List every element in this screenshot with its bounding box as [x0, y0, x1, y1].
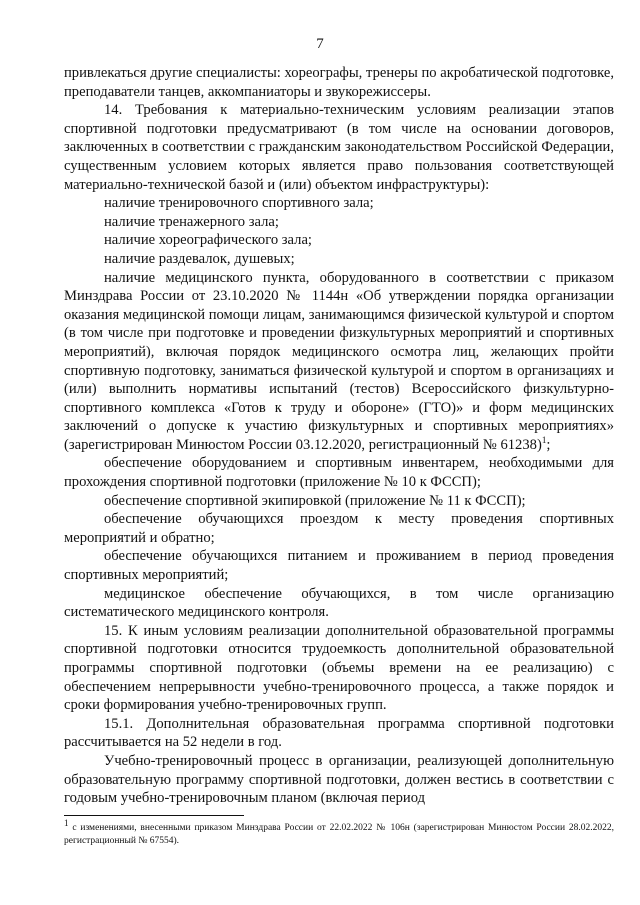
footnote-number: 1: [64, 817, 69, 828]
footnote: [64, 817, 614, 848]
footnote-divider: [64, 815, 244, 816]
medical-point-text: наличие медицинского пункта, оборудованного в соответствии с приказом Минздрава России от 23.10.2020 № 1144н «Об утверждении порядка организации оказания медицинской помощи лицам, занимающимся физической культурой и спортом (в том числе при подготовке и проведении физкультурных мероприятий и спортивных мероприятий), включая порядок медицинского осмотра лиц, желающих пройти спортивную подготовку, заниматься физической культурой и спортом в организациях и (или) выполнить нормативы испытаний (тестов) Всероссийского физкультурно-спортивного комплекса «Готов к труду и обороне» (ГТО)» и форм медицинских заключений о допуске к участию физкультурных и спортивных мероприятиях» (зарегистрирован Минюстом России 03.12.2020, регистрационный № 61238): [64, 269, 614, 453]
paragraph-15: 15. К иным условиям реализации дополнительной образовательной программы спортивной подготовки относится трудоемкость дополнительной образовательной программы спортивной подготовки (объемы времени на ее реализацию) с обеспечением непрерывности учебно-тренировочного процесса, а также порядок и сроки формирования учебно-тренировочных групп.: [64, 622, 614, 714]
body-text: [64, 64, 614, 808]
paragraph-training-process: Учебно-тренировочный процесс в организации, реализующей дополнительную образовательную программу спортивной подготовки, должен вестись в соответствии с годовым учебно-тренировочным планом (включая период: [64, 752, 614, 807]
list-item: наличие раздевалок, душевых;: [104, 250, 295, 267]
list-item: наличие тренировочного спортивного зала;: [104, 195, 374, 212]
list-item: наличие тренажерного зала;: [104, 213, 279, 230]
medical-point-tail: ;: [546, 436, 551, 453]
list-item: обеспечение спортивной экипировкой (приложение № 11 к ФССП);: [104, 492, 526, 509]
paragraph-14: 14. Требования к материально-техническим условиям реализации этапов спортивной подготовки предусматривают (в том числе на основании договоров, заключенных в соответствии с гражданским законодательством Российской Федерации, существенным условием которых является право пользования соответствующей материально-технической базой и (или) объектом инфраструктуры):: [64, 102, 614, 193]
list-item-medical-point: [64, 269, 614, 455]
footnote-text: с изменениями, внесенными приказом Минздрава России от 22.02.2022 № 106н (зарегистрирован Минюстом России 28.02.2022, регистрационный № 67554).: [64, 823, 614, 846]
footnote-mark: 1: [541, 435, 547, 446]
page-number: 7: [316, 36, 324, 52]
list-item: обеспечение обучающихся питанием и проживанием в период проведения спортивных мероприятий;: [64, 548, 614, 584]
paragraph-continuation: привлекаться другие специалисты: хореографы, тренеры по акробатической подготовке, преподаватели танцев, аккомпаниаторы и звукорежиссеры.: [64, 65, 614, 100]
list-item: обеспечение оборудованием и спортивным инвентарем, необходимыми для прохождения спортивной подготовки (приложение № 10 к ФССП);: [64, 455, 614, 491]
list-item: медицинское обеспечение обучающихся, в том числе организацию систематического медицинского контроля.: [64, 585, 614, 621]
list-item: обеспечение обучающихся проездом к месту проведения спортивных мероприятий и обратно;: [64, 511, 614, 546]
list-item: наличие хореографического зала;: [104, 232, 312, 249]
paragraph-15-1: 15.1. Дополнительная образовательная программа спортивной подготовки рассчитывается на 52 недели в год.: [64, 715, 614, 751]
